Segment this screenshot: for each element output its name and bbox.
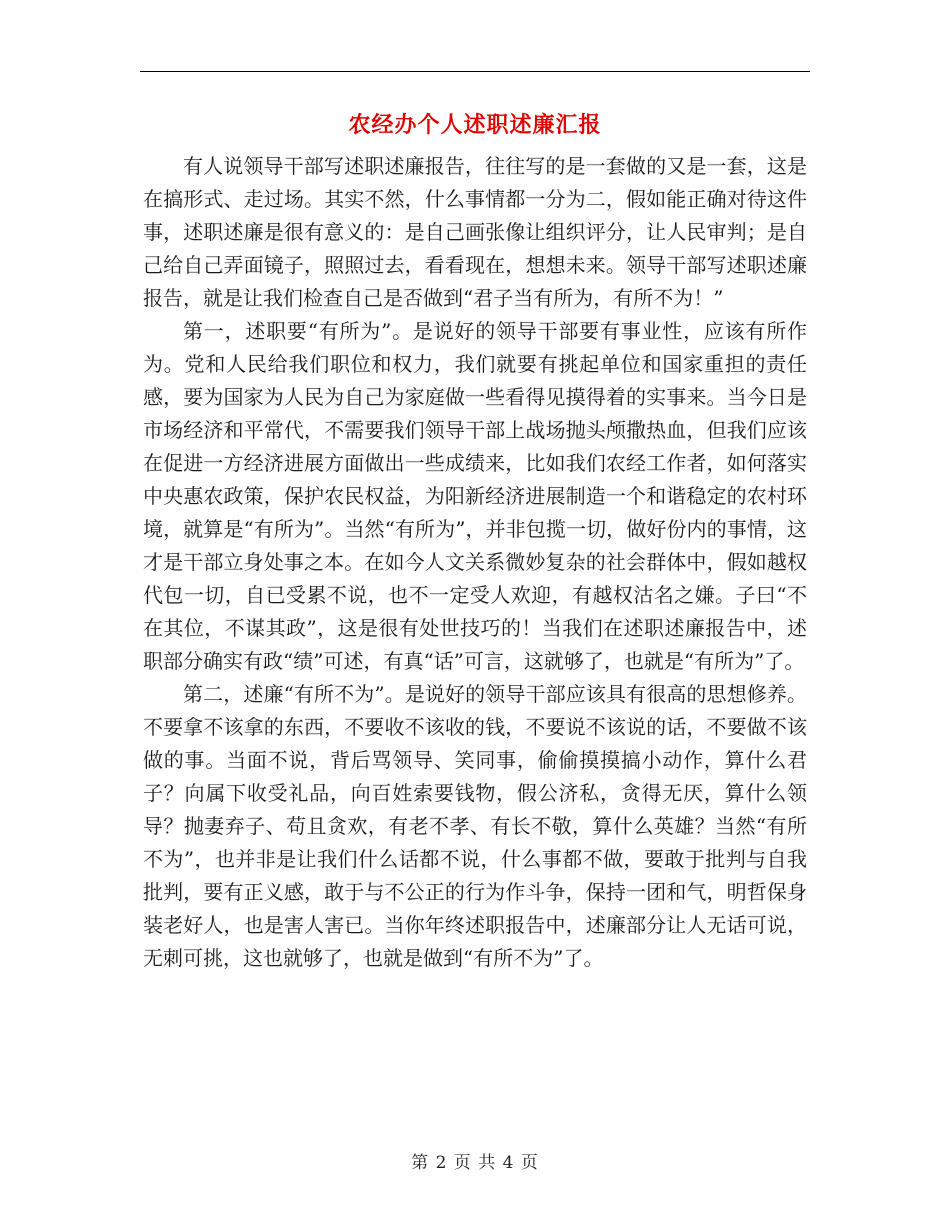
header-rule [140,71,810,72]
document-title: 农经办个人述职述廉汇报 [348,113,602,138]
document-body [143,150,807,975]
paragraph-intro: 有人说领导干部写述职述廉报告，往往写的是一套做的又是一套，这是在搞形式、走过场。其实不然，什么事情都一分为二，假如能正确对待这件事，述职述廉是很有意义的：是自己画张像让组织评分，让人民审判；是自己给自己弄面镜子，照照过去，看看现在，想想未来。领导干部写述职述廉报告，就是让我们检查自己是否做到“君子当有所为，有所不为！” [143,154,807,310]
page-number: 第 2 页 共 4 页 [411,1153,539,1173]
paragraph-first-point: 第一，述职要“有所为”。是说好的领导干部要有事业性，应该有所作为。党和人民给我们职位和权力，我们就要有挑起单位和国家重担的责任感，要为国家为人民为自己为家庭做一些看得见摸得着的实事来。当今日是市场经济和平常代，不需要我们领导干部上战场抛头颅撒热血，但我们应该在促进一方经济进展方面做出一些成绩来，比如我们农经工作者，如何落实中央惠农政策，保护农民权益，为阳新经济进展制造一个和谐稳定的农村环境，就算是“有所为”。当然“有所为”，并非包揽一切，做好份内的事情，这才是干部立身处事之本。在如今人文关系微妙复杂的社会群体中，假如越权代包一切，自已受累不说，也不一定受人欢迎，有越权沽名之嫌。子曰“不在其位，不谋其政”，这是很有处世技巧的！当我们在述职述廉报告中，述职部分确实有政“绩”可述，有真“话”可言，这就够了，也就是“有所为”了。 [143,319,807,673]
paragraph-second-point: 第二，述廉“有所不为”。是说好的领导干部应该具有很高的思想修养。不要拿不该拿的东西，不要收不该收的钱，不要说不该说的话，不要做不该做的事。当面不说，背后骂领导、笑同事，偷偷摸摸搞小动作，算什么君子？向属下收受礼品，向百姓索要钱物，假公济私，贪得无厌，算什么领导？抛妻弃子、苟且贪欢，有老不孝、有长不敬，算什么英雄？当然“有所不为”，也并非是让我们什么话都不说，什么事都不做，要敢于批判与自我批判，要有正义感，敢于与不公正的行为作斗争，保持一团和气，明哲保身装老好人，也是害人害已。当你年终述职报告中，述廉部分让人无话可说，无刺可挑，这也就够了，也就是做到“有所不为”了。 [143,682,807,970]
